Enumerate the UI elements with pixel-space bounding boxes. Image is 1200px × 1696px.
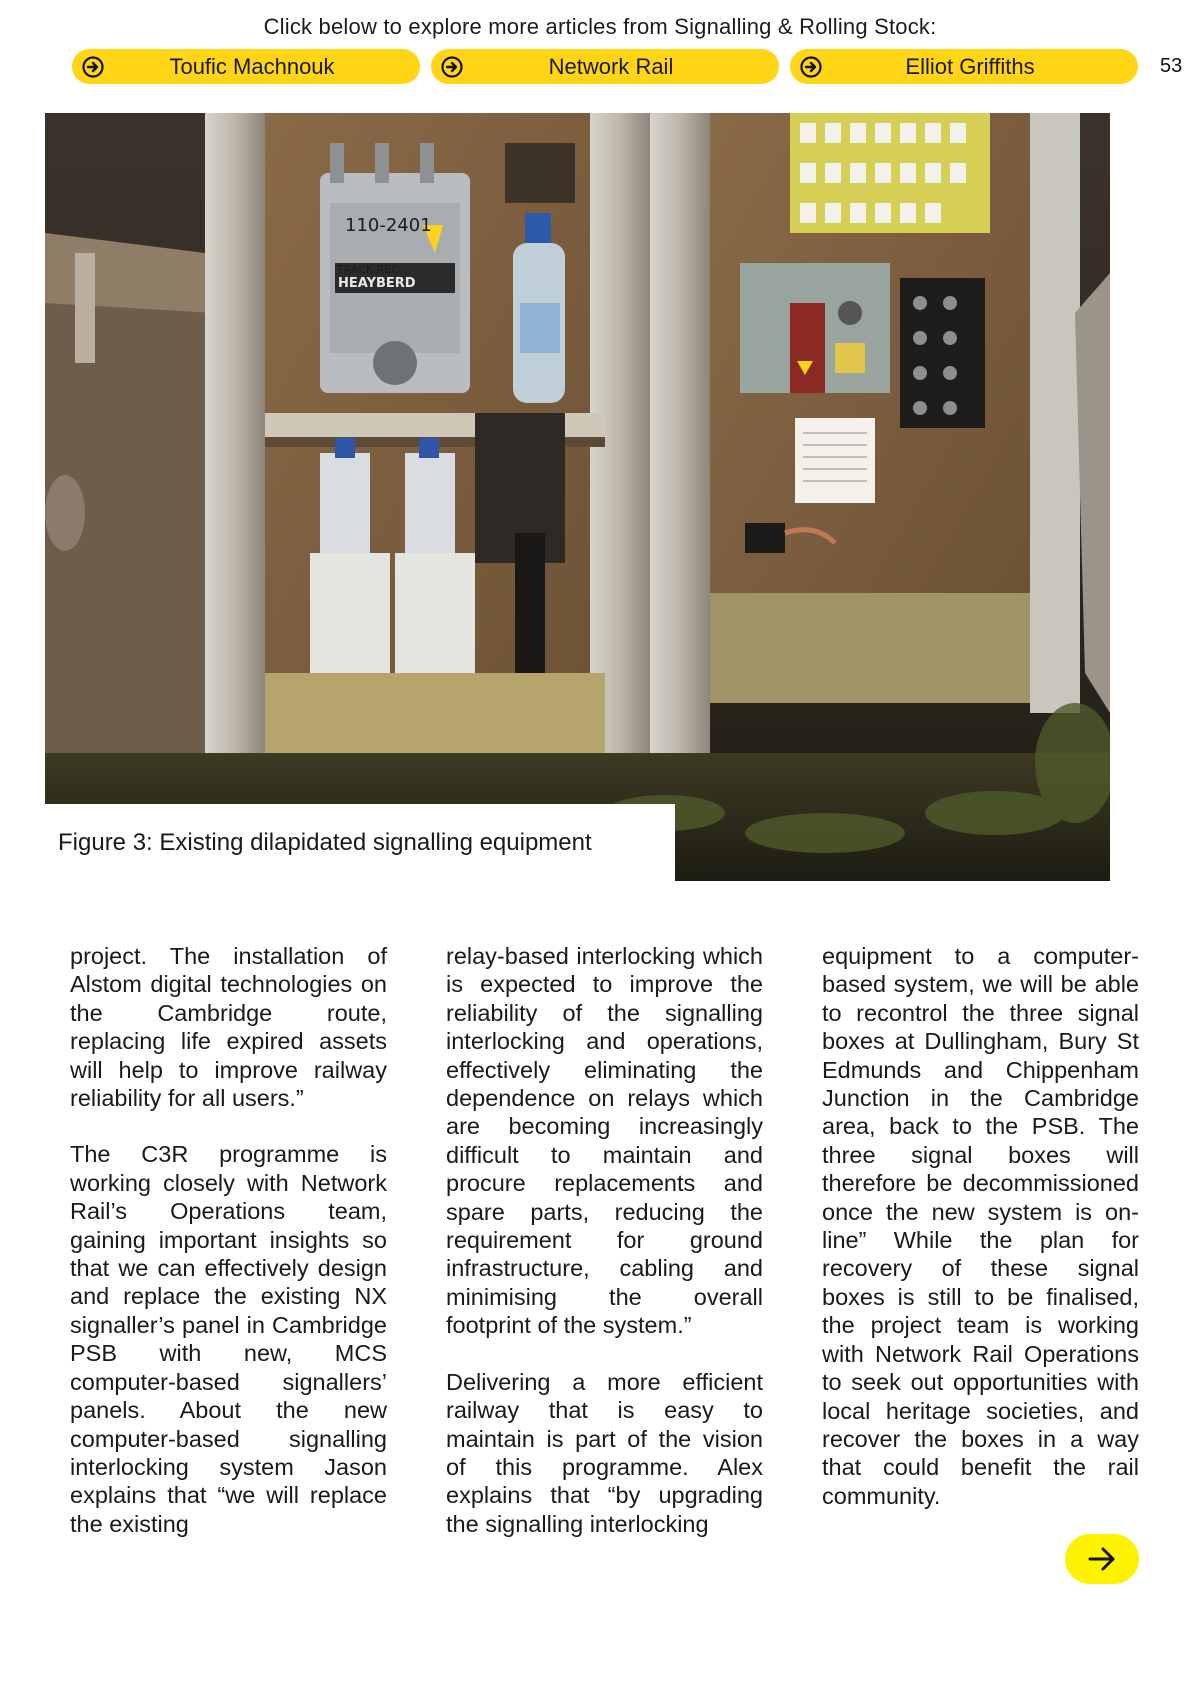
arrow-right-icon xyxy=(1087,1544,1117,1574)
text-column-1 xyxy=(70,942,387,1566)
nav-link-network-rail[interactable] xyxy=(431,49,779,84)
next-page-button[interactable] xyxy=(1065,1534,1139,1584)
circle-arrow-right-icon xyxy=(800,56,822,78)
figure-caption: Figure 3: Existing dilapidated signalling equipment xyxy=(58,829,592,856)
paragraph: The C3R programme is working closely with Network Rail’s Operations team, gaining important insights so that we can effectively design and replace the existing NX signaller’s panel in Cambridge PSB with new, MCS computer-based signallers’ panels. About the new computer-based signalling interlocking system Jason explains that “we will replace the existing xyxy=(70,1141,387,1537)
equipment-photo xyxy=(45,113,1110,881)
explore-text: Click below to explore more articles from Signalling & Rolling Stock: xyxy=(263,14,937,39)
photo-brand: HEAYBERD xyxy=(338,276,416,291)
paragraph: equipment to a computer-based system, we will be able to recontrol the three signal boxes at Dullingham, Bury St Edmunds and Chippenham Junction in the Cambridge area, back to the PSB. The three signal boxes will therefore be decommissioned once the new system is on-line” While the plan for recovery of these signal boxes is still to be finalised, the project team is working with Network Rail Operations to seek out opportunities with local heritage societies, and recover the boxes in a way that could benefit the rail community. xyxy=(822,943,1139,1509)
paragraph: relay-based interlocking which is expected to improve the reliability of the signalling interlocking and operations, effectively eliminating the dependence on relays which are becoming increasingly difficult to maintain and procure replacements and spare parts, reducing the requirement for ground infrastructure, cabling and minimising the overall footprint of the system.” xyxy=(446,943,763,1339)
paragraph: project. The installation of Alstom digital technologies on the Cambridge route, replacing life expired assets will help to improve railway reliability for all users.” xyxy=(70,943,387,1112)
nav-link-label: Network Rail xyxy=(548,53,674,79)
photo-box-number: 110-2401 xyxy=(345,215,432,236)
paragraph: Delivering a more efficient railway that is easy to maintain is part of the vision of this programme. Alex explains that “by upgrading the signalling interlocking xyxy=(446,1368,763,1537)
text-column-2 xyxy=(446,942,763,1566)
nav-link-label: Elliot Griffiths xyxy=(905,53,1035,79)
text-column-3 xyxy=(822,942,1139,1538)
nav-link-elliot-griffiths[interactable] xyxy=(790,49,1138,84)
circle-arrow-right-icon xyxy=(441,56,463,78)
nav-link-toufic-machnouk[interactable] xyxy=(72,49,420,84)
nav-link-label: Toufic Machnouk xyxy=(169,53,335,79)
photo-track-rec: TRACK REC xyxy=(337,263,399,276)
page-number: 53 xyxy=(1160,55,1183,77)
circle-arrow-right-icon xyxy=(82,56,104,78)
